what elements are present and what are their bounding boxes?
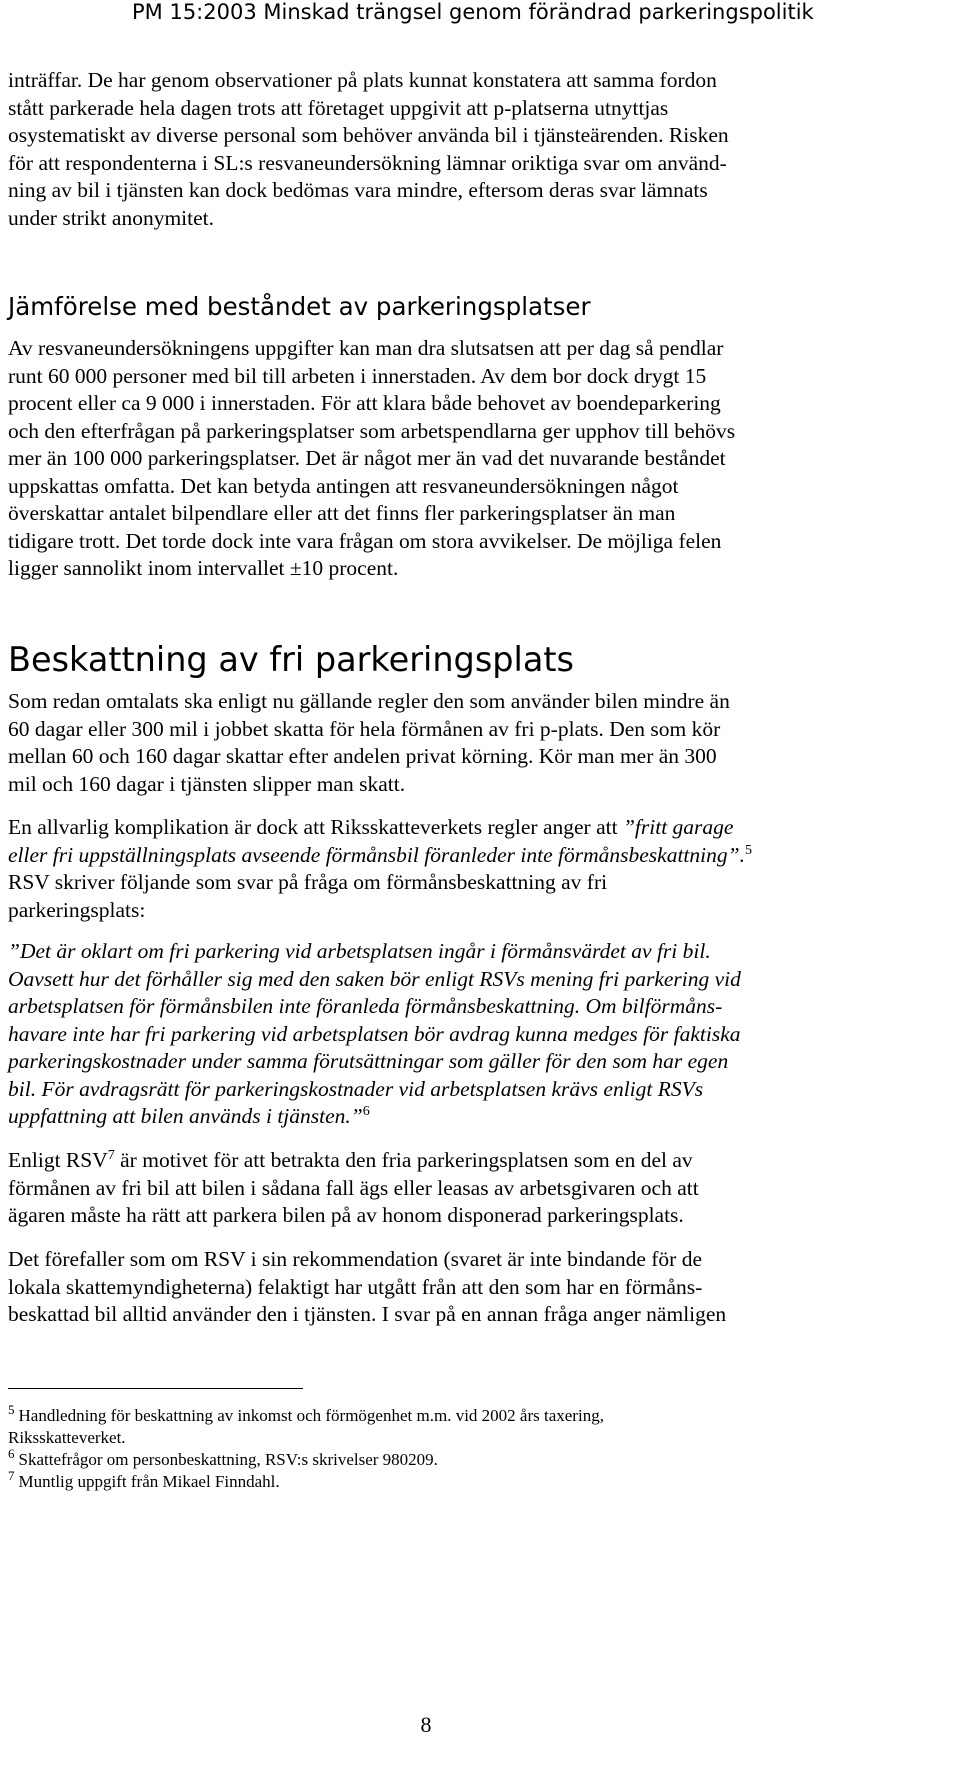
text-line: under strikt anonymitet.	[8, 205, 215, 230]
italic-quote-mark: ”	[622, 815, 635, 839]
text-line	[8, 1147, 928, 1175]
footnote-divider	[8, 1388, 303, 1389]
footnote-ref-7[interactable]: 7	[107, 1147, 115, 1163]
quote-line: arbetsplatsen för förmånsbilen inte föranleda förmånsbeskattning. Om bilförmåns-	[8, 994, 723, 1018]
quote-line: ”Det är oklart om fri parkering vid arbetsplatsen ingår i förmånsvärdet av fri bil.	[8, 939, 711, 963]
italic-quote-text: fritt garage	[634, 815, 734, 839]
text-line: för att respondenterna i SL:s resvaneundersökning lämnar oriktiga svar om använd-	[8, 150, 727, 175]
text-line: ning av bil i tjänsten kan dock bedömas vara mindre, eftersom deras svar lämnats	[8, 178, 708, 202]
text-line: tidigare trott. Det torde dock inte vara frågan om stora avvikelser. De möjliga felen	[8, 528, 722, 553]
footnote-ref-5[interactable]: 5	[744, 842, 752, 858]
footnote-5	[8, 1402, 908, 1427]
quote-line: parkeringskostnader under samma förutsättningar som gäller för den som har egen	[8, 1049, 729, 1073]
taxation-paragraph-4	[8, 1246, 928, 1329]
quote-line: Oavsett hur det förhåller sig med den saken bör enligt RSVs mening fri parkering vid	[8, 966, 741, 991]
text-line: Som redan omtalats ska enligt nu gällande regler den som använder bilen mindre än	[8, 689, 730, 713]
text-line: mellan 60 och 160 dagar skattar efter andelen privat körning. Kör man mer än 300	[8, 744, 717, 768]
text-line: parkeringsplats:	[8, 897, 146, 922]
text-line	[8, 814, 928, 842]
footnote-number: 5	[8, 1402, 15, 1418]
taxation-paragraph-3	[8, 1147, 928, 1230]
italic-quote-mark: ”.	[727, 842, 745, 867]
text-line: Av resvaneundersökningens uppgifter kan man dra slutsatsen att per dag så pendlar	[8, 336, 724, 360]
text-line: ägaren måste ha rätt att parkera bilen på av honom disponerad parkeringsplats.	[8, 1203, 684, 1227]
footnote-number: 6	[8, 1446, 15, 1462]
section-heading-comparison: Jämförelse med beståndet av parkeringsplatser	[8, 292, 591, 321]
text-line: runt 60 000 personer med bil till arbeten i innerstaden. Av dem bor dock drygt 15	[8, 363, 707, 388]
footnote-text: Handledning för beskattning av inkomst och förmögenhet m.m. vid 2002 års taxering,	[18, 1406, 604, 1425]
footnote-number: 7	[8, 1468, 15, 1484]
text-line: beskattad bil alltid använder den i tjänsten. I svar på en annan fråga anger nämligen	[8, 1302, 727, 1326]
quote-line	[8, 1103, 928, 1131]
text-line: mil och 160 dagar i tjänsten slipper man skatt.	[8, 771, 406, 796]
text-line: lokala skattemyndigheterna) felaktigt har utgått från att den som har en förmåns-	[8, 1274, 703, 1299]
taxation-paragraph-2	[8, 814, 928, 924]
text-line: Det förefaller som om RSV i sin rekommendation (svaret är inte bindande för de	[8, 1247, 702, 1271]
text-line: ligger sannolikt inom intervallet ±10 procent.	[8, 556, 399, 580]
text-line: procent eller ca 9 000 i innerstaden. För att klara både behovet av boendeparkering	[8, 391, 721, 415]
text-line: mer än 100 000 parkeringsplatser. Det är något mer än vad det nuvarande beståndet	[8, 446, 726, 470]
text-line: 60 dagar eller 300 mil i jobbet skatta för hela förmånen av fri p-plats. Den som kör	[8, 716, 721, 741]
text-line: inträffar. De har genom observationer på plats kunnat konstatera att samma fordon	[8, 68, 717, 92]
footnote-text: Skattefrågor om personbeskattning, RSV:s skrivelser 980209.	[18, 1450, 438, 1469]
quote-line: bil. För avdragsrätt för parkeringskostnader vid arbetsplatsen krävs enligt RSVs	[8, 1076, 704, 1101]
rsv-quote-block	[8, 938, 928, 1131]
text-line: stått parkerade hela dagen trots att företaget uppgivit att p-platserna utnyttjas	[8, 95, 669, 120]
text-line: uppskattas omfatta. Det kan betyda antingen att resvaneundersökningen något	[8, 473, 679, 498]
footnote-5-continuation: Riksskatteverket.	[8, 1428, 126, 1447]
running-title: PM 15:2003 Minskad trängsel genom förändrad parkeringspolitik	[132, 0, 814, 24]
italic-quote-text: eller fri uppställningsplats avseende förmånsbil föranleder inte förmånsbeskattning	[8, 842, 728, 867]
text-line: förmånen av fri bil att bilen i sådana fall ägs eller leasas av arbetsgivaren och att	[8, 1175, 699, 1200]
page-number: 8	[420, 1712, 432, 1737]
page-header	[0, 0, 960, 50]
section-heading-taxation: Beskattning av fri parkeringsplats	[8, 640, 574, 679]
text-span: Enligt RSV	[8, 1148, 108, 1172]
quote-text: uppfattning att bilen används i tjänsten.”	[8, 1104, 363, 1128]
taxation-paragraph-1	[8, 688, 928, 798]
text-line: RSV skriver följande som svar på fråga om förmånsbeskattning av fri	[8, 870, 608, 894]
comparison-paragraph	[8, 335, 928, 583]
text-line: och den efterfrågan på parkeringsplatser som arbetspendlarna ger upphov till behövs	[8, 418, 736, 443]
text-span: En allvarlig komplikation är dock att Riksskatteverkets regler anger att	[8, 815, 623, 839]
text-line: överskattar antalet bilpendlare eller att det finns fler parkeringsplatser än man	[8, 501, 676, 525]
footnotes	[8, 1402, 908, 1493]
footnote-6	[8, 1446, 908, 1471]
quote-line: havare inte har fri parkering vid arbetsplatsen bör avdrag kunna medges för faktiska	[8, 1021, 741, 1046]
text-line	[8, 842, 928, 870]
text-line: osystematiskt av diverse personal som behöver använda bil i tjänsteärenden. Risken	[8, 123, 729, 147]
footnote-7	[8, 1468, 908, 1493]
footnote-ref-6[interactable]: 6	[362, 1103, 370, 1119]
text-span: är motivet för att betrakta den fria parkeringsplatsen som en del av	[114, 1148, 693, 1172]
footnote-text: Muntlig uppgift från Mikael Finndahl.	[18, 1472, 280, 1491]
intro-paragraph	[8, 67, 928, 232]
